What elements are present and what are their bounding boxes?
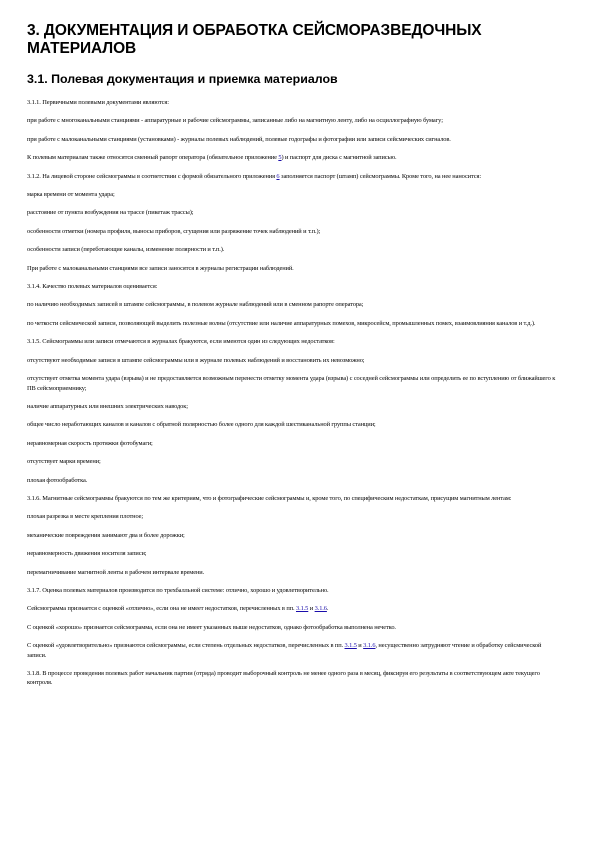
paragraph-text: 3.1.2. На лицевой стороне сейсмограммы в соответствии с формой обязательного приложения (27, 172, 277, 180)
paragraph (27, 457, 560, 466)
paragraph-text: 3.1.4. Качество полевых материалов оценивается: (27, 283, 158, 291)
paragraph (27, 227, 560, 236)
paragraph (27, 264, 560, 273)
paragraph (27, 172, 560, 181)
paragraph-text: общее число неработающих каналов и каналов с обратной полярностью более одного для каждой шестиканальной группы станции; (27, 421, 376, 429)
paragraph (27, 282, 560, 291)
paragraph-text: механические повреждения занимают два и более дорожки; (27, 531, 185, 539)
paragraph-text: перемагничивание магнитной ленты в рабочем интервале времени. (27, 568, 205, 576)
paragraph-text: , несущественно затрудняют чтение и обработку сейсмической записи. (27, 642, 542, 659)
paragraph-text: заполняется паспорт (штамп) сейсмограммы. Кроме того, на нее наносится: (279, 172, 482, 180)
reference-link[interactable]: 3.1.6 (314, 605, 327, 613)
paragraph (27, 494, 560, 503)
reference-link[interactable]: 5 (278, 154, 282, 162)
paragraph-text: С оценкой «хорошо» признается сейсмограмма, если она не имеет указанных выше недостатков, однако фотообработка выполнена нечетко. (27, 623, 396, 631)
paragraph-text: неравномерность движения носителя записи; (27, 550, 147, 558)
paragraph (27, 604, 560, 613)
paragraph-text: особенности отметки (номера профиля, выносы приборов, сгущения или разряжение точек наблюдений и т.п.); (27, 227, 321, 235)
paragraph (27, 116, 560, 125)
paragraph (27, 245, 560, 254)
paragraph (27, 586, 560, 595)
paragraph-text: ) и паспорт для диска с магнитной записью. (281, 154, 397, 162)
paragraph (27, 402, 560, 411)
subsection-heading: 3.1. Полевая документация и приемка материалов (27, 72, 338, 86)
paragraph (27, 476, 560, 485)
paragraph-text: и (356, 642, 364, 650)
paragraph-text: отсутствует отметка момента удара (взрыва) и не предоставляется возможным перенести отметку момента удара (взрыва) с соседней сейсмограммы или определить ее по вступлению от ближайшего к ПВ сейсмоприемнику; (27, 375, 556, 392)
paragraph (27, 374, 560, 393)
reference-link[interactable]: 3.1.6 (363, 642, 376, 650)
paragraph-text: отсутствует марки времени; (27, 458, 101, 466)
paragraph-text: При работе с малоканальными станциями все записи заносятся в журналы регистрации наблюдений. (27, 264, 294, 272)
document-body (27, 98, 560, 688)
paragraph (27, 531, 560, 540)
paragraph (27, 669, 560, 688)
paragraph-text: по наличию необходимых записей в штампе сейсмограммы, в полевом журнале наблюдений или в сменном рапорте оператора; (27, 301, 364, 309)
paragraph (27, 549, 560, 558)
paragraph-text: плохая разрезка в месте крепления плотное; (27, 513, 144, 521)
paragraph (27, 420, 560, 429)
paragraph (27, 300, 560, 309)
reference-link[interactable]: 3.1.5 (344, 642, 357, 650)
paragraph-text: 3.1.5. Сейсмограммы или записи отмечаются в журналах бракуются, если имеются один из следующих недостатков: (27, 338, 335, 346)
paragraph-text: особенности записи (переботающие каналы, изменение полярности и т.п.). (27, 246, 225, 254)
paragraph (27, 512, 560, 521)
paragraph-text: 3.1.8. В процессе проведения полевых работ начальник партии (отряда) проводит выборочный контроль не менее одного раза в месяц, фиксируя его результаты в соответствующем акте текущего контроля. (27, 670, 540, 687)
paragraph (27, 135, 560, 144)
reference-link[interactable]: 6 (276, 172, 280, 180)
paragraph-text: при работе с многоканальными станциями - аппаратурные и рабочие сейсмограммы, записанные либо на магнитную ленту, либо на осциллографную бумагу; (27, 117, 443, 125)
paragraph-text: неравномерная скорость протяжки фотобумаги; (27, 439, 153, 447)
paragraph-text: . (326, 605, 329, 613)
paragraph (27, 208, 560, 217)
paragraph (27, 319, 560, 328)
paragraph-text: по четкости сейсмической записи, позволяющей выделить полезные волны (отсутствие или наличие аппаратурных помехов, микросейсм, промышленных помех, взаимовлияния каналов и т.д.). (27, 319, 536, 327)
reference-link[interactable]: 3.1.5 (295, 605, 309, 613)
paragraph (27, 439, 560, 448)
paragraph-text: плохая фотообработка. (27, 476, 88, 484)
paragraph-text: Сейсмограмма признается с оценкой «отлично», если она не имеет недостатков, перечисленных в пп. (27, 605, 296, 613)
paragraph (27, 623, 560, 632)
paragraph (27, 356, 560, 365)
paragraph-text: К полевым материалам также относятся сменный рапорт оператора (обязательное приложение (27, 154, 279, 162)
document-page (27, 22, 560, 697)
paragraph-text: 3.1.6. Магнитные сейсмограммы бракуются по тем же критериям, что и фотографические сейсмограммы и, кроме того, по специфическим недостаткам, присущим магнитным лентам: (27, 494, 512, 502)
paragraph (27, 98, 560, 107)
paragraph (27, 190, 560, 199)
paragraph (27, 568, 560, 577)
paragraph-text: расстояние от пункта возбуждения на трассе (пикетаж трассы); (27, 209, 194, 217)
paragraph (27, 153, 560, 162)
paragraph-text: 3.1.7. Оценка полевых материалов производится по трехбалльной системе: отлично, хорошо и удовлетворительно. (27, 586, 329, 594)
section-heading: 3. ДОКУМЕНТАЦИЯ И ОБРАБОТКА СЕЙСМОРАЗВЕДОЧНЫХ МАТЕРИАЛОВ (27, 22, 482, 57)
paragraph-text: марка времени от момента удара; (27, 191, 115, 199)
paragraph-text: наличие аппаратурных или внешних электрических наводок; (27, 402, 188, 410)
paragraph-text: С оценкой «удовлетворительно» признаются сейсмограммы, если степень отдельных недостатков, перечисленных в пп. (27, 642, 345, 650)
paragraph-text: отсутствуют необходимые записи в штампе сейсмограммы или в журнале полевых наблюдений и восстановить их невозможно; (27, 356, 365, 364)
paragraph (27, 337, 560, 346)
paragraph-text: 3.1.1. Первичными полевыми документами являются: (27, 99, 169, 106)
paragraph-text: при работе с малоканальными станциями (установками) - журналы полевых наблюдений, полевые годографы и фотографии или записи сейсмических сигналов. (27, 135, 451, 143)
paragraph (27, 641, 560, 660)
paragraph-text: и (308, 605, 315, 613)
